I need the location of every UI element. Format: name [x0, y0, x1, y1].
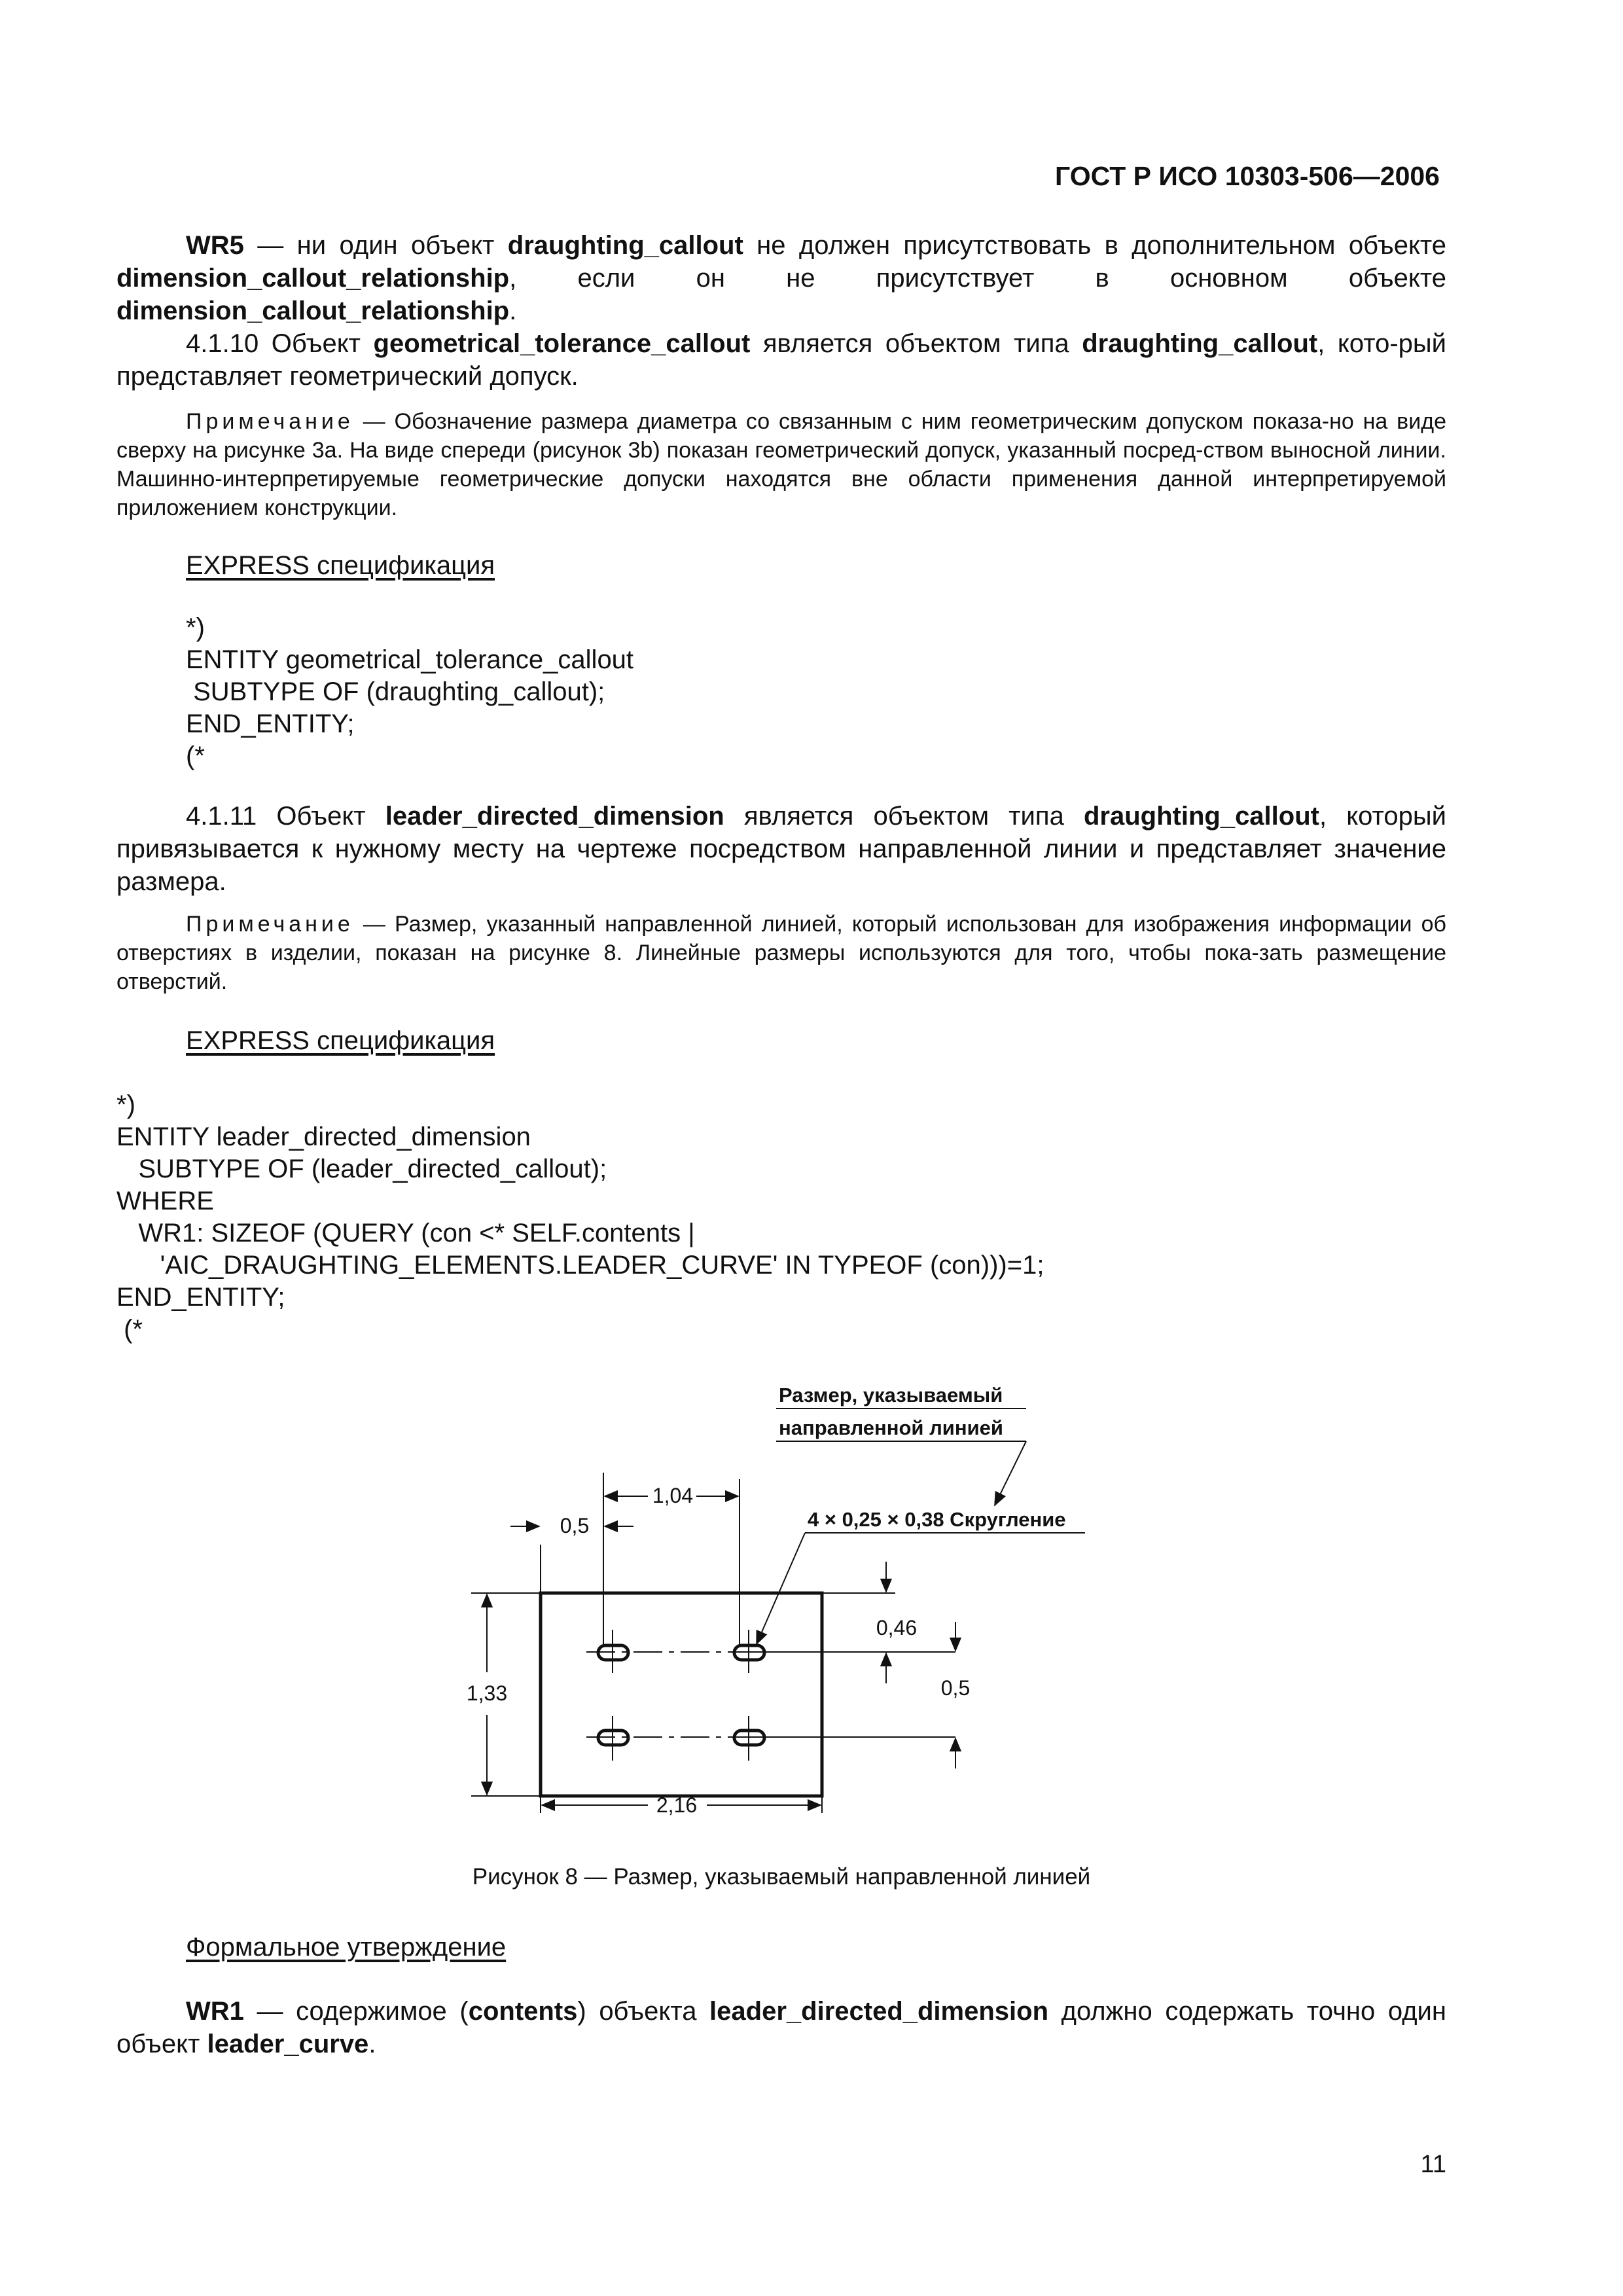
text-run: является объектом типа: [724, 802, 1084, 831]
paragraph-4-1-10: [116, 327, 1446, 393]
entity-term: leader_directed_dimension: [709, 1997, 1049, 2026]
rule-label: WR5: [186, 231, 244, 260]
text-run: должно содержать точно один объект: [116, 1997, 1446, 2058]
page-number: 11: [1420, 2151, 1446, 2178]
figure-label-line-2: направленной линией: [779, 1416, 1003, 1439]
leader-line: [995, 1441, 1026, 1505]
formal-heading: Формальное утверждение: [186, 1933, 507, 1962]
figure-caption: Рисунок 8 — Размер, указываемый направленной линией: [472, 1864, 1091, 1890]
express-heading-1: EXPRESS спецификация: [186, 551, 495, 580]
entity-term: geometrical_tolerance_callout: [373, 329, 751, 358]
entity-term: leader_curve: [207, 2030, 369, 2058]
document-header: ГОСТ Р ИСО 10303-506—2006: [1055, 161, 1440, 191]
entity-term: dimension_callout_relationship: [116, 264, 510, 293]
dimension-label: 0,46: [876, 1616, 918, 1640]
figure-label-line-1: Размер, указываемый: [779, 1384, 1003, 1407]
note-1: [116, 407, 1446, 522]
text-run: .: [368, 2030, 376, 2058]
text-run: является объектом типа: [750, 329, 1082, 358]
entity-term: dimension_callout_relationship: [116, 296, 510, 325]
entity-term: draughting_callout: [507, 231, 743, 260]
dimension-label: 1,33: [466, 1681, 508, 1705]
entity-term: draughting_callout: [1082, 329, 1318, 358]
text-run: , который привязывается к нужному месту на чертеже посредством направленной линии и представляет значение размера.: [116, 802, 1447, 896]
note-label: Примечание: [186, 409, 354, 434]
text-run: не должен присутствовать в дополнительном объекте: [743, 231, 1447, 260]
hole-note: 4 × 0,25 × 0,38 Скругление: [808, 1508, 1066, 1531]
paragraph-wr5: [116, 229, 1446, 327]
dimension-label: 2,16: [656, 1793, 698, 1817]
note-2: [116, 910, 1446, 996]
rule-label: WR1: [186, 1997, 244, 2026]
paragraph-4-1-11: [116, 800, 1446, 898]
text-run: ) объекта: [577, 1997, 710, 2026]
text-run: .: [509, 296, 517, 325]
text-run: , если он не присутствует в основном объекте: [509, 264, 1446, 293]
text-run: , кото-рый представляет геометрический допуск.: [116, 329, 1447, 391]
text-run: 4.1.11 Объект: [186, 802, 385, 831]
express-code-1: *) ENTITY geometrical_tolerance_callout SUBTYPE OF (draughting_callout); END_ENTITY; (*: [186, 613, 634, 770]
leader-line: [757, 1533, 805, 1644]
note-text: — Обозначение размера диаметра со связанным с ним геометрическим допуском показа-но на виде сверху на рисунке 3а. На виде спереди (рисунок 3b) показан геометрический допуск, указанный посред-ством выносной линии. Машинно-интерпретируемые геометрические допуски находятся вне области применения данной интерпретируемой приложением конструкции.: [116, 409, 1446, 520]
dimension-label: 0,5: [560, 1514, 590, 1537]
note-label: Примечание: [186, 912, 354, 937]
entity-term: leader_directed_dimension: [385, 802, 724, 831]
text-run: 4.1.10 Объект: [186, 329, 374, 358]
text-run: — ни один объект: [243, 231, 508, 260]
dimension-label: 1,04: [652, 1484, 694, 1507]
figure-8-drawing: [0, 1348, 1623, 1846]
entity-term: draughting_callout: [1083, 802, 1319, 831]
entity-term: contents: [468, 1997, 578, 2026]
note-text: — Размер, указанный направленной линией, который использован для изображения информации об отверстиях в изделии, показан на рисунке 8. Линейные размеры используются для того, чтобы пока-зать размещение отверстий.: [116, 912, 1446, 994]
part-outline: [541, 1593, 822, 1796]
express-heading-2: EXPRESS спецификация: [186, 1026, 495, 1055]
paragraph-wr1: [116, 1995, 1446, 2060]
text-run: — содержимое (: [243, 1997, 469, 2026]
express-code-2: *) ENTITY leader_directed_dimension SUBTYPE OF (leader_directed_callout); WHERE WR1: SIZEOF (QUERY (con <* SELF.contents | 'AIC_DRAUGHTING_ELEMENTS.LEADER_CURVE' IN TYPEOF (con)))=1; END_ENTITY; (*: [116, 1090, 1044, 1344]
dimension-label: 0,5: [940, 1676, 971, 1700]
